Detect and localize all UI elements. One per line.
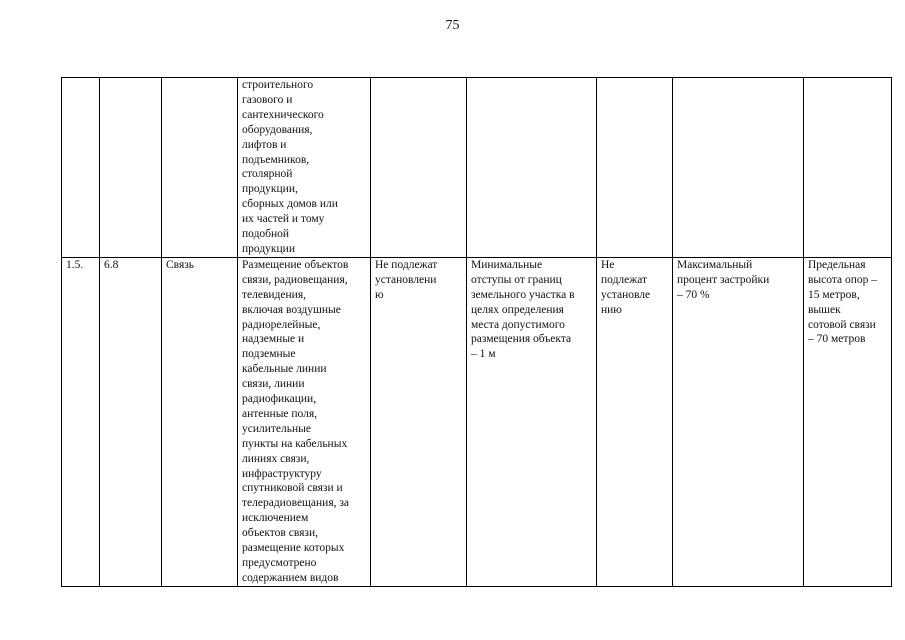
setback-cell: Минимальные отступы от границ земельного участка в целях определения места допустимого размещения объекта – 1 м xyxy=(467,257,597,586)
table-row xyxy=(62,257,892,586)
parameter-cell xyxy=(597,78,673,258)
coverage-cell xyxy=(673,78,804,258)
row-number-cell xyxy=(62,78,100,258)
code-cell xyxy=(100,78,162,258)
regulations-table xyxy=(61,77,892,587)
coverage-cell: Максимальный процент застройки – 70 % xyxy=(673,257,804,586)
setback-cell xyxy=(467,78,597,258)
table-row xyxy=(62,78,892,258)
description-cell: строительного газового и сантехнического оборудования, лифтов и подъемников, столярной продукции, сборных домов или их частей и тому подобной продукции xyxy=(238,78,371,258)
row-number-cell: 1.5. xyxy=(62,257,100,586)
use-name-cell xyxy=(162,78,238,258)
height-cell xyxy=(804,78,892,258)
parameter-cell: Не подлежат установлени ю xyxy=(371,257,467,586)
code-cell: 6.8 xyxy=(100,257,162,586)
parameter-cell: Не подлежат установле нию xyxy=(597,257,673,586)
use-name-cell: Связь xyxy=(162,257,238,586)
page-number: 75 xyxy=(445,18,460,33)
description-cell: Размещение объектов связи, радиовещания, телевидения, включая воздушные радиорелейные, надземные и подземные кабельные линии связи, линии радиофикации, антенные поля, усилительные пункты на кабельных линиях связи, инфраструктуру спутниковой связи и телерадиовещания, за исключением объектов связи, размещение которых предусмотрено содержанием видов xyxy=(238,257,371,586)
height-cell: Предельная высота опор – 15 метров, вышек сотовой связи – 70 метров xyxy=(804,257,892,586)
parameter-cell xyxy=(371,78,467,258)
